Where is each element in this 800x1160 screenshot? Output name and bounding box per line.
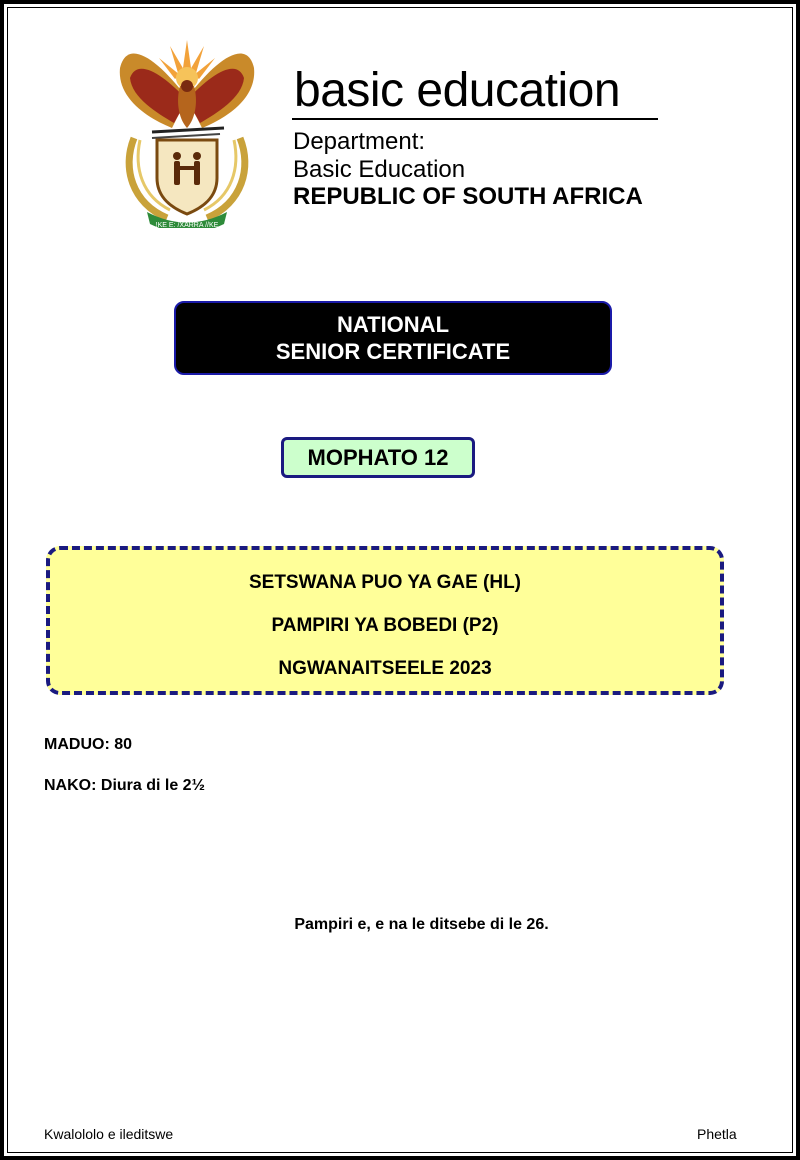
brand-title: basic education <box>294 64 621 117</box>
paper-number: PAMPIRI YA BOBEDI (P2) <box>271 615 499 636</box>
subject-panel <box>46 546 724 695</box>
certificate-line-2: SENIOR CERTIFICATE <box>275 339 511 364</box>
country-name: REPUBLIC OF SOUTH AFRICA <box>293 183 643 210</box>
subject-name: SETSWANA PUO YA GAE (HL) <box>248 572 521 593</box>
certificate-line-1: NATIONAL <box>336 312 450 337</box>
brand-divider <box>292 118 658 120</box>
exam-duration: NAKO: Diura di le 2½ <box>44 777 205 794</box>
svg-text:!KE E: /XARRA //KE: !KE E: /XARRA //KE <box>155 222 219 228</box>
footer-turn-over: Phetla <box>697 1126 737 1142</box>
department-label: Department: <box>293 128 426 155</box>
grade-badge: MOPHATO 12 <box>281 437 475 478</box>
page-count-note: Pampiri e, e na le ditsebe di le 26. <box>294 916 549 933</box>
certificate-banner <box>174 301 612 375</box>
exam-session: NGWANAITSEELE 2023 <box>278 658 492 679</box>
total-marks: MADUO: 80 <box>44 736 133 753</box>
footer-copyright: Kwalololo e ileditswe <box>44 1126 174 1142</box>
coat-of-arms-logo <box>112 28 262 228</box>
department-name: Basic Education <box>293 156 466 183</box>
